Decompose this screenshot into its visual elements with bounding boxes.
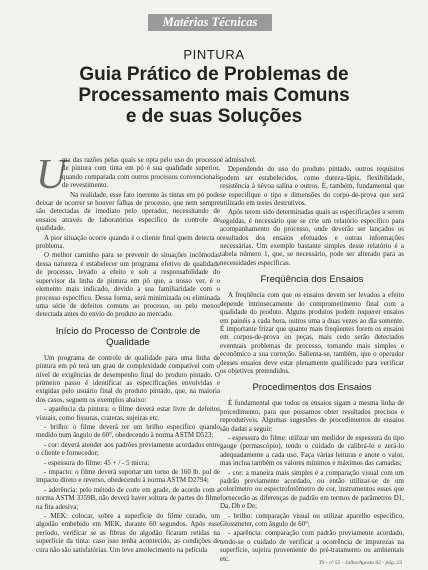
page-footer: TS - nº 55 - Julho/Agosto 92 - pág. 23 [318,560,402,566]
list-item: - brilho: comparação visual ou utilizar aparelho específico, Glossmeter, com ângulo de 60°; [220,511,404,529]
paragraph: A pior situação ocorre quando é o cliente final quem detecta o problema. [36,233,220,251]
paragraph: Na realidade, esse fato inerente às tintas em pó pode deixar de ocorrer se houver falhas de processo, que nem sempre são detectadas de imediato pelo operador, necessitando de ensaios através de laboratórios específico de controle de qualidade. [36,190,220,233]
list-item: - espessura do filme: utilizar um medidor de espessura do tipo gauge (permascópio), tendo o cuidado de calibrá-lo e zerá-lo adequadamente a cada uso. Faça várias leituras e anote o valor, mas inclua também os valores mínimos e máximos das camadas; [220,433,404,468]
left-column [36,152,220,555]
paragraph: É fundamental que todos os ensaios sigam a mesma linha de procedimento, para que possamos obter resultados precisos e reprodutíveis. Algumas sugestões de procedimentos de ensaios são dadas a seguir: [220,399,404,433]
intro-paragraph: ma das razões pelas quais se opta pelo uso do processo de pintura com tinta em pó é sua qualidade superior, quando comparada com outros processos convencionais de revestimento. [62,156,220,190]
list-item: - aparência: comparação com padrão previamente acordado, tendo-se o cuidado de verificar a ocorrência de impurezas na superfície, sujeira proveniente do pré-tratamento ou ambientais etc. [220,529,404,563]
section-tag: Matérias Técnicas [148,14,272,31]
paragraph: Um programa de controle de qualidade para uma linha de pintura em pó terá um grau de complexidade compatível com o nível de exigências de desempenho final do produto pintado. O primeiro passo é identificar as especificações envolvidas e exigidas pelo usuário final do produto pintado, que, na maioria dos casos, seguem os exemplos abaixo: [36,353,220,404]
list-item: - impacto: o filme deverá suportar um torno de 160 lb. pol de impacto direto e reverso, obedecendo à norma ASTM D2794; [36,468,220,485]
list-item: - aparência da pintura: o filme deverá estar livre de defeitos visuais, como fissuras, crateras, sujeiras etc. [36,405,220,422]
section-heading: Início do Processo de Controle de Qualidade [55,325,201,348]
paragraph: Após terem sido determinadas quais as especificações a serem seguidas, é necessário que se crie um relatório específico para acompanhamento do processo, onde deverão ser lançados os resultados dos ensaios efetuados e outras informações necessárias. Um exemplo bastante simples desse relatório é a tabela número 1, que, se necessário, pode ser alterado para as necessidades específicas. [220,208,404,267]
list-item: - aderência: pelo método de corte em grade, de acordo com a norma ASTM 3359B, não deverá haver soltura de partes do filme na fita adesiva; [36,485,220,511]
headline-line-1: Guia Prático de Problemas de [79,64,349,85]
list-item: - cor: deverá atender aos padrões previamente acordados entre o cliente e fornecedor; [36,440,220,458]
drop-cap: U [36,152,67,198]
section-heading: Freqüência dos Ensaios [260,274,364,286]
headline-line-3: e de suas Soluções [125,106,303,127]
article-kicker: PINTURA [183,47,245,62]
right-column [220,156,404,564]
list-item: - cor: a maneira mais simples é a comparação visual com um padrão previamente acordado, ou então utilizar-se de um colorímetro ou espectrofotômetro de cor, instrumentos esses que fornecerão as diferenças de padrão em termos de parâmetros D1, Da, Db e De; [220,468,404,511]
section-heading: Procedimentos dos Ensaios [252,382,372,394]
paragraph: O melhor caminho para se prevenir de situações incômodas dessa natureza é estabelecer um programa efetivo de qualidade de processo, levado a efeito e sob a responsabilidade do supervisor da linha de pintura em pó que, a nosso ver, é o elemento mais indicado, devido a sua familiaridade com o processo específico. Dessa forma, será minimizada ou eliminada uma série de defeitos comuns ao processo, ou pelo menos detectada antes do envio do produto ao mercado. [36,251,220,319]
headline-line-2: Processamento mais Comuns [78,85,350,106]
intro-block [36,152,220,198]
paragraph: A freqüência com que os ensaios devem ser levados a efeito depende intrinsecamente do comprometimento final com a qualidade do produto. Alguns produtos podem requerer ensaios em painéis a cada hora, outros uma a duas vezes ao dia somente. É importante frizar que quanto mais freqüentes forem os ensaios em corpos-de-prova ou peças, mais cedo serão detectados eventuais problemas de processo, tornando mais simples e econômico a sua correção. Salienta-se, também, que o operador desses ensaios deve estar plenamente qualificado para verificar os objetivos pretendidos. [220,291,404,375]
list-item: - MEK: colocar, sobre a superfície do filme curado, um algodão embebido em MEK, durante 60 segundos. Após esse período, verificar se as fibras do algodão ficaram retidas na superfície da tinta: caso isso tenha acontecido, as condições de cura não são satisfatórias. Um leve amolecimento na película [36,512,220,554]
paragraph: é admissível. [220,156,257,164]
list-item: - espessura do filme: 45 + / - 5 micra; [44,458,150,467]
article-headline [20,64,408,127]
paragraph: Dependendo do uso do produto pintado, outros requisitos podem ser estabelecidos, como dureza-lápis, flexibilidade, resistência à névoa salina e outros. É, também, fundamental que se especifique o tipo e dimensões do corpo-de-prova que será utilizado em testes destrutivos. [220,165,404,208]
list-item: - brilho: o filme deverá ter um brilho específico quando medido num ângulo de 60°, obedecendo à norma ASTM D523; [36,422,220,440]
